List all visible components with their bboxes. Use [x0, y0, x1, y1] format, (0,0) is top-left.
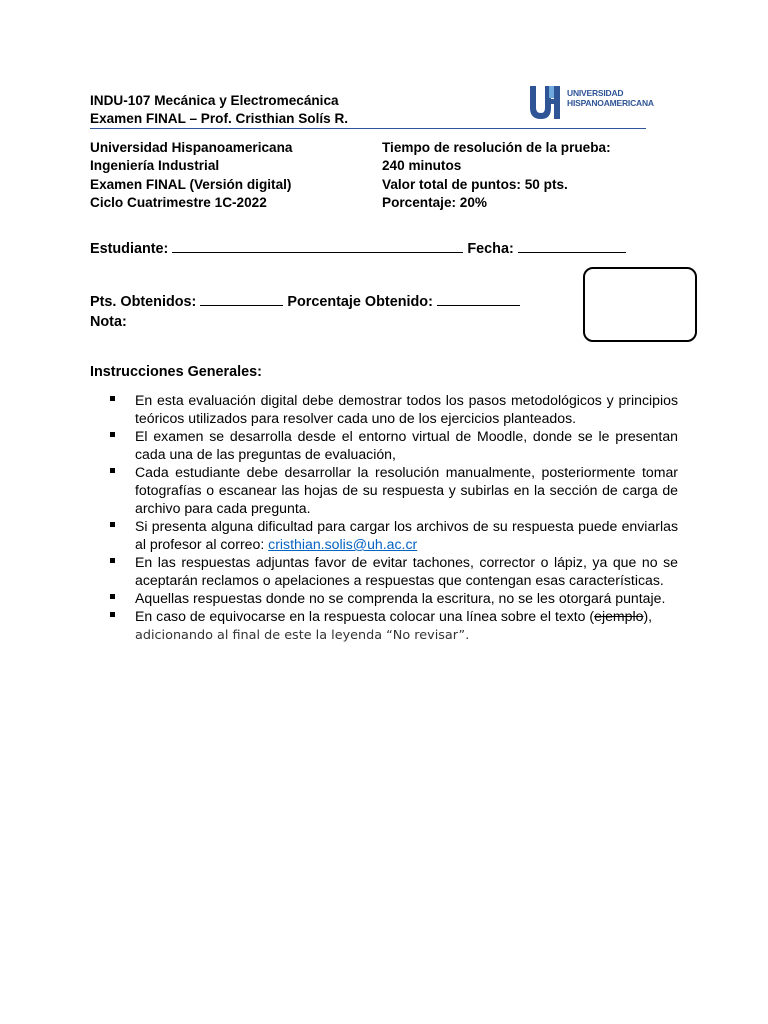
- info-exam-version: Examen FINAL (Versión digital): [90, 176, 292, 192]
- bullet-square-icon: [110, 558, 115, 563]
- date-label: Fecha:: [467, 241, 514, 257]
- info-university: Universidad Hispanoamericana: [90, 140, 293, 155]
- info-left-column: [90, 139, 292, 212]
- info-percentage: Porcentaje: 20%: [382, 194, 488, 210]
- points-field[interactable]: [200, 291, 283, 306]
- grade-label: Nota:: [90, 314, 127, 330]
- list-item: En caso de equivocarse en la respuesta colocar una línea sobre el texto (ejemplo), adicionando al final de este la leyenda “No revisar”.: [110, 607, 678, 645]
- instructions-title: Instrucciones Generales:: [90, 364, 262, 380]
- list-item: En esta evaluación digital debe demostrar todos los pasos metodológicos y principios teóricos utilizados para resolver cada uno de los ejercicios planteados.: [110, 391, 678, 427]
- course-title: INDU-107 Mecánica y Electromecánica: [90, 93, 339, 108]
- info-cycle: Ciclo Cuatrimestre 1C-2022: [90, 194, 267, 210]
- bullet-square-icon: [110, 468, 115, 473]
- percent-label: Porcentaje Obtenido:: [287, 294, 433, 310]
- info-right-column: [382, 139, 611, 212]
- instructions-list: [110, 391, 678, 645]
- list-item: Cada estudiante debe desarrollar la resolución manualmente, posteriormente tomar fotografías o escanear las hojas de su respuesta y subirlas en la sección de carga de archivo para cada pregunta.: [110, 463, 678, 517]
- exam-title: Examen FINAL – Prof. Cristhian Solís R.: [90, 111, 349, 126]
- student-name-field[interactable]: [172, 238, 463, 253]
- bullet-square-icon: [110, 432, 115, 437]
- points-label: Pts. Obtenidos:: [90, 294, 197, 310]
- bullet-square-icon: [110, 594, 115, 599]
- list-item: Si presenta alguna dificultad para cargar los archivos de su respuesta puede enviarlas al profesor al correo: cristhian.solis@uh.ac.cr: [110, 517, 678, 553]
- info-career: Ingeniería Industrial: [90, 158, 220, 174]
- info-time-value: 240 minutos: [382, 158, 462, 174]
- strikethrough-example: ejemplo: [594, 608, 644, 624]
- info-total-points: Valor total de puntos: 50 pts.: [382, 176, 568, 192]
- header-divider: [90, 128, 646, 129]
- student-label: Estudiante:: [90, 241, 169, 257]
- bullet-square-icon: [110, 522, 115, 527]
- grade-box[interactable]: [583, 267, 697, 342]
- list-item: Aquellas respuestas donde no se comprenda la escritura, no se les otorgará puntaje.: [110, 589, 678, 607]
- list-item: En las respuestas adjuntas favor de evitar tachones, corrector o lápiz, ya que no se aceptarán reclamos o apelaciones a respuestas que contengan esas características.: [110, 553, 678, 589]
- info-time-label: Tiempo de resolución de la prueba:: [382, 140, 611, 155]
- document-header: [90, 92, 348, 128]
- bullet-square-icon: [110, 612, 115, 617]
- legend-instruction: adicionando al final de este la leyenda “No revisar”.: [135, 628, 470, 643]
- professor-email-link[interactable]: cristhian.solis@uh.ac.cr: [268, 536, 418, 552]
- date-field[interactable]: [518, 238, 626, 253]
- university-logo: [527, 82, 654, 122]
- uh-logo-mark-icon: [527, 82, 567, 122]
- bullet-square-icon: [110, 396, 115, 401]
- percent-field[interactable]: [437, 291, 520, 306]
- logo-wordmark: UNIVERSIDAD HISPANOAMERICANA: [567, 88, 654, 108]
- student-line: [90, 238, 626, 257]
- list-item: El examen se desarrolla desde el entorno virtual de Moodle, donde se le presentan cada una de las preguntas de evaluación,: [110, 427, 678, 463]
- score-section: [90, 291, 520, 332]
